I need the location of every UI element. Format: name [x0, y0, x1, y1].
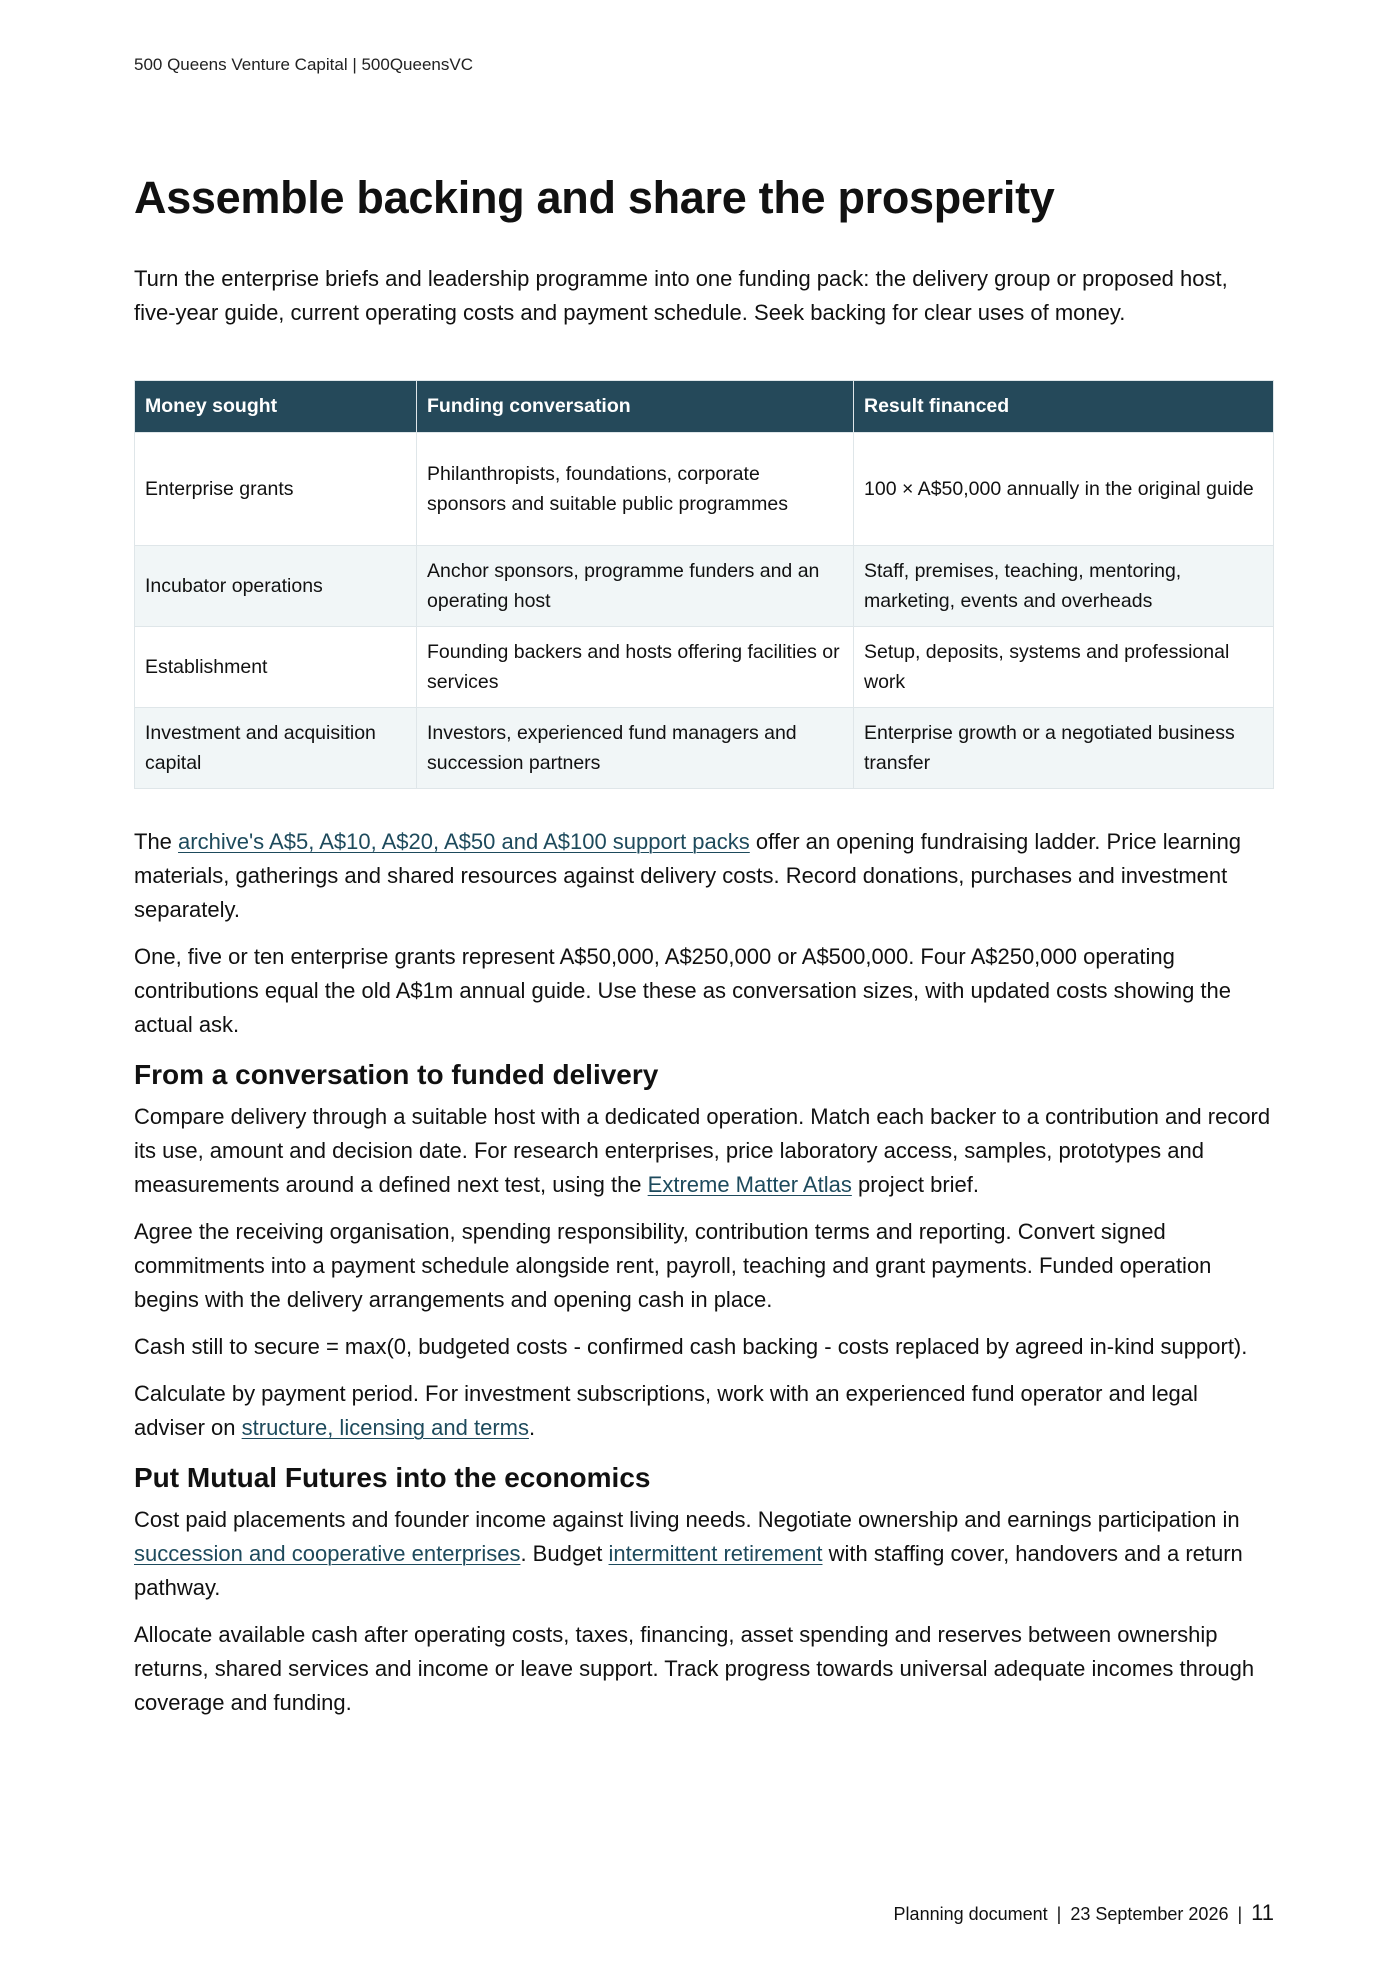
extreme-matter-atlas-link[interactable]: Extreme Matter Atlas [647, 1172, 852, 1197]
funding-table [134, 380, 1274, 789]
footer-separator: | [1237, 1904, 1243, 1924]
text-run: Cost paid placements and founder income against living needs. Negotiate ownership and earnings participation in [134, 1507, 1240, 1532]
footer-label: Planning document [893, 1904, 1048, 1924]
running-header: 500 Queens Venture Capital | 500QueensVC [134, 55, 473, 74]
support-packs-paragraph [134, 825, 1274, 927]
agreement-paragraph: Agree the receiving organisation, spending responsibility, contribution terms and reporting. Convert signed commitments into a payment schedule alongside rent, payroll, teaching and grant payments. Funded operation begins with the delivery arrangements and opening cash in place. [134, 1219, 1212, 1312]
table-cell: 100 × A$50,000 annually in the original guide [854, 433, 1274, 546]
table-cell: Investment and acquisition capital [135, 708, 417, 789]
succession-cooperative-link[interactable]: succession and cooperative enterprises [134, 1541, 521, 1566]
body-text [134, 825, 1274, 1733]
table-cell: Staff, premises, teaching, mentoring, marketing, events and overheads [854, 546, 1274, 627]
table-cell: Establishment [135, 627, 417, 708]
cash-formula-paragraph: Cash still to secure = max(0, budgeted costs - confirmed cash backing - costs replaced by agreed in-kind support). [134, 1334, 1248, 1359]
table-cell: Enterprise growth or a negotiated business transfer [854, 708, 1274, 789]
delivery-paragraph [134, 1100, 1274, 1202]
text-run: . Budget [520, 1541, 609, 1566]
section-heading-funded-delivery: From a conversation to funded delivery [134, 1059, 659, 1090]
intermittent-retirement-link[interactable]: intermittent retirement [608, 1541, 823, 1566]
table-cell: Philanthropists, foundations, corporate sponsors and suitable public programmes [417, 433, 854, 546]
text-run: project brief. [851, 1172, 980, 1197]
column-header-funding-conversation: Funding conversation [417, 381, 854, 433]
page-footer [894, 1900, 1274, 1926]
table-header-row [135, 381, 1274, 433]
column-header-result-financed: Result financed [854, 381, 1274, 433]
page-number: 11 [1251, 1900, 1274, 1925]
page-title: Assemble backing and share the prosperity [134, 172, 1055, 223]
text-run: Compare delivery through a suitable host with a dedicated operation. Match each backer to a contribution and record its use, amount and decision date. For research enterprises, price laboratory access, samples, prototypes and measurements around a defined next test, using the [134, 1104, 1271, 1197]
table-row [135, 546, 1274, 627]
table-row [135, 433, 1274, 546]
column-header-money-sought: Money sought [135, 381, 417, 433]
text-run: with staffing cover, handovers and a return pathway. [134, 1541, 1243, 1600]
structure-licensing-terms-link[interactable]: structure, licensing and terms [241, 1415, 529, 1440]
table-cell: Founding backers and hosts offering facilities or services [417, 627, 854, 708]
support-packs-link[interactable]: archive's A$5, A$10, A$20, A$50 and A$100 support packs [178, 829, 750, 854]
table-cell: Setup, deposits, systems and professional work [854, 627, 1274, 708]
footer-date: 23 September 2026 [1070, 1904, 1229, 1924]
allocation-paragraph: Allocate available cash after operating costs, taxes, financing, asset spending and reserves between ownership returns, shared services and income or leave support. Track progress towards universal adequate incomes through coverage and funding. [134, 1622, 1255, 1715]
table-cell: Enterprise grants [135, 433, 417, 546]
table-row [135, 708, 1274, 789]
text-run: . [528, 1415, 536, 1440]
table-row [135, 627, 1274, 708]
table-cell: Investors, experienced fund managers and succession partners [417, 708, 854, 789]
payment-period-paragraph [134, 1377, 1274, 1445]
text-run: Calculate by payment period. For investment subscriptions, work with an experienced fund operator and legal adviser on [134, 1381, 1198, 1440]
text-run: offer an opening fundraising ladder. Price learning materials, gatherings and shared resources against delivery costs. Record donations, purchases and investment separately. [134, 829, 1242, 922]
table-cell: Anchor sponsors, programme funders and an operating host [417, 546, 854, 627]
placements-paragraph [134, 1503, 1274, 1605]
text-run: The [134, 829, 179, 854]
footer-separator: | [1056, 1904, 1062, 1924]
section-heading-mutual-futures: Put Mutual Futures into the economics [134, 1462, 651, 1493]
table-cell: Incubator operations [135, 546, 417, 627]
grants-paragraph: One, five or ten enterprise grants represent A$50,000, A$250,000 or A$500,000. Four A$250,000 operating contributions equal the old A$1m annual guide. Use these as conversation sizes, with updated costs showing the actual ask. [134, 944, 1232, 1037]
intro-paragraph: Turn the enterprise briefs and leadership programme into one funding pack: the delivery group or proposed host, five-year guide, current operating costs and payment schedule. Seek backing for clear uses of money. [134, 266, 1228, 325]
